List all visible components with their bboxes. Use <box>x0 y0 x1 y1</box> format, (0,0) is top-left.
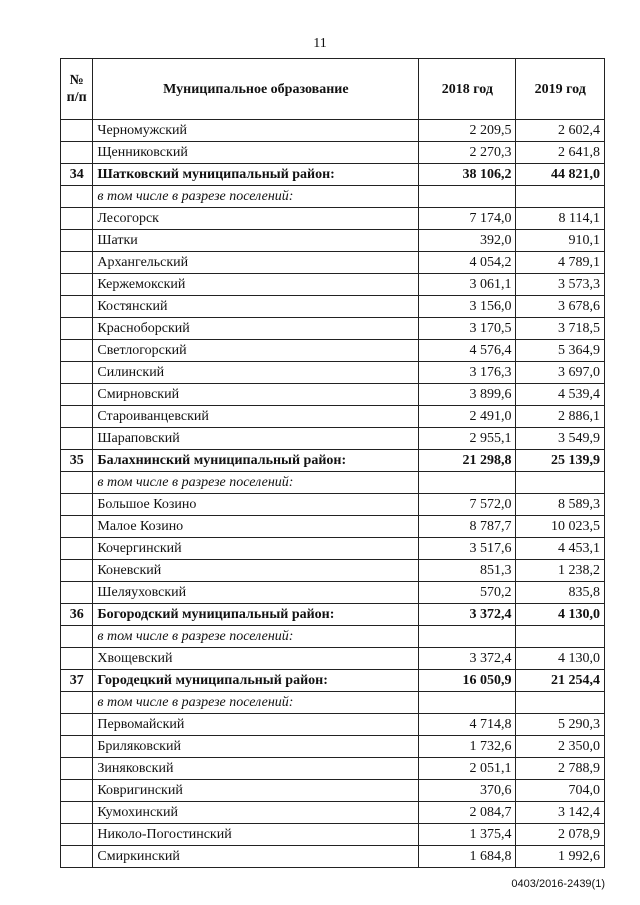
row-value-2018: 3 372,4 <box>419 604 516 626</box>
row-value-2018: 3 170,5 <box>419 318 516 340</box>
table-row <box>61 120 605 142</box>
row-number <box>61 802 93 824</box>
table-row <box>61 142 605 164</box>
row-number <box>61 120 93 142</box>
row-value-2019: 835,8 <box>516 582 605 604</box>
row-name: Костянский <box>93 296 419 318</box>
row-value-2019 <box>516 692 605 714</box>
table-row <box>61 340 605 362</box>
header-name: Муниципальное образование <box>93 59 419 120</box>
header-2018: 2018 год <box>419 59 516 120</box>
row-value-2019: 3 142,4 <box>516 802 605 824</box>
row-name: Коневский <box>93 560 419 582</box>
row-name: Шеляуховский <box>93 582 419 604</box>
document-code: 0403/2016-2439(1) <box>511 878 605 890</box>
row-number <box>61 758 93 780</box>
row-value-2019 <box>516 472 605 494</box>
row-number <box>61 846 93 868</box>
row-value-2018: 3 176,3 <box>419 362 516 384</box>
table-row <box>61 274 605 296</box>
table-row <box>61 758 605 780</box>
row-number <box>61 252 93 274</box>
row-value-2018 <box>419 186 516 208</box>
row-value-2019: 2 078,9 <box>516 824 605 846</box>
row-value-2018: 7 174,0 <box>419 208 516 230</box>
row-value-2018: 851,3 <box>419 560 516 582</box>
row-value-2018: 7 572,0 <box>419 494 516 516</box>
row-value-2018: 3 517,6 <box>419 538 516 560</box>
table-body <box>61 120 605 868</box>
row-number <box>61 626 93 648</box>
row-name: Богородский муниципальный район: <box>93 604 419 626</box>
row-number <box>61 516 93 538</box>
table-row <box>61 582 605 604</box>
row-name: в том числе в разрезе поселений: <box>93 626 419 648</box>
table-header-row <box>61 59 605 120</box>
row-value-2019: 8 589,3 <box>516 494 605 516</box>
table-row <box>61 802 605 824</box>
row-number <box>61 560 93 582</box>
row-value-2018: 1 684,8 <box>419 846 516 868</box>
table-row <box>61 362 605 384</box>
row-value-2018: 3 372,4 <box>419 648 516 670</box>
subheader-row <box>61 186 605 208</box>
row-value-2018: 8 787,7 <box>419 516 516 538</box>
row-value-2018: 4 054,2 <box>419 252 516 274</box>
subheader-row <box>61 692 605 714</box>
row-name: Красноборский <box>93 318 419 340</box>
row-name: Кочергинский <box>93 538 419 560</box>
row-name: Шатки <box>93 230 419 252</box>
row-number: 34 <box>61 164 93 186</box>
table-row <box>61 384 605 406</box>
table-row <box>61 714 605 736</box>
row-value-2018: 16 050,9 <box>419 670 516 692</box>
row-value-2018: 2 491,0 <box>419 406 516 428</box>
row-number <box>61 714 93 736</box>
row-value-2019: 25 139,9 <box>516 450 605 472</box>
row-value-2019: 1 992,6 <box>516 846 605 868</box>
table-row <box>61 846 605 868</box>
header-2019: 2019 год <box>516 59 605 120</box>
subheader-row <box>61 472 605 494</box>
row-value-2018 <box>419 472 516 494</box>
page-number: 11 <box>313 36 327 51</box>
row-value-2018: 570,2 <box>419 582 516 604</box>
row-value-2018: 4 714,8 <box>419 714 516 736</box>
row-name: в том числе в разрезе поселений: <box>93 472 419 494</box>
row-number: 37 <box>61 670 93 692</box>
row-name: Черномужский <box>93 120 419 142</box>
row-name: Силинский <box>93 362 419 384</box>
row-value-2018: 21 298,8 <box>419 450 516 472</box>
row-number <box>61 824 93 846</box>
row-number <box>61 736 93 758</box>
row-value-2019: 2 641,8 <box>516 142 605 164</box>
row-number <box>61 186 93 208</box>
row-name: Зиняковский <box>93 758 419 780</box>
row-name: Бриляковский <box>93 736 419 758</box>
row-name: Кержемокский <box>93 274 419 296</box>
row-value-2019: 4 789,1 <box>516 252 605 274</box>
row-value-2019: 2 350,0 <box>516 736 605 758</box>
table-row <box>61 252 605 274</box>
row-name: Большое Козино <box>93 494 419 516</box>
row-name: Лесогорск <box>93 208 419 230</box>
row-name: Хвощевский <box>93 648 419 670</box>
row-value-2019: 3 697,0 <box>516 362 605 384</box>
row-name: Щенниковский <box>93 142 419 164</box>
row-value-2019: 3 549,9 <box>516 428 605 450</box>
row-name: Смиркинский <box>93 846 419 868</box>
district-row <box>61 604 605 626</box>
row-value-2018: 2 955,1 <box>419 428 516 450</box>
row-value-2018: 2 084,7 <box>419 802 516 824</box>
row-value-2019: 1 238,2 <box>516 560 605 582</box>
row-number <box>61 538 93 560</box>
row-name: Ковригинский <box>93 780 419 802</box>
row-value-2019: 4 453,1 <box>516 538 605 560</box>
table-row <box>61 406 605 428</box>
header-num: № п/п <box>61 59 93 120</box>
row-value-2019: 5 364,9 <box>516 340 605 362</box>
row-name: Смирновский <box>93 384 419 406</box>
table-row <box>61 318 605 340</box>
row-value-2019: 3 678,6 <box>516 296 605 318</box>
table-row <box>61 560 605 582</box>
row-value-2018: 3 156,0 <box>419 296 516 318</box>
row-value-2019: 2 602,4 <box>516 120 605 142</box>
row-name: Шатковский муниципальный район: <box>93 164 419 186</box>
table-row <box>61 428 605 450</box>
row-number <box>61 472 93 494</box>
table-row <box>61 780 605 802</box>
row-name: Староиванцевский <box>93 406 419 428</box>
district-row <box>61 670 605 692</box>
row-value-2018: 392,0 <box>419 230 516 252</box>
row-value-2018: 370,6 <box>419 780 516 802</box>
row-number <box>61 648 93 670</box>
row-name: в том числе в разрезе поселений: <box>93 186 419 208</box>
row-value-2019: 4 539,4 <box>516 384 605 406</box>
row-value-2018 <box>419 626 516 648</box>
row-value-2018: 3 061,1 <box>419 274 516 296</box>
row-value-2019: 2 886,1 <box>516 406 605 428</box>
subheader-row <box>61 626 605 648</box>
table-row <box>61 648 605 670</box>
row-name: Николо-Погостинский <box>93 824 419 846</box>
row-value-2019: 3 573,3 <box>516 274 605 296</box>
table-row <box>61 824 605 846</box>
table-row <box>61 736 605 758</box>
row-value-2019: 4 130,0 <box>516 648 605 670</box>
table-row <box>61 296 605 318</box>
row-value-2019: 5 290,3 <box>516 714 605 736</box>
row-value-2019: 3 718,5 <box>516 318 605 340</box>
row-value-2019: 10 023,5 <box>516 516 605 538</box>
row-number: 35 <box>61 450 93 472</box>
row-name: Светлогорский <box>93 340 419 362</box>
row-value-2018 <box>419 692 516 714</box>
row-name: Городецкий муниципальный район: <box>93 670 419 692</box>
row-value-2019 <box>516 626 605 648</box>
district-row <box>61 450 605 472</box>
row-name: Кумохинский <box>93 802 419 824</box>
row-number <box>61 142 93 164</box>
row-number <box>61 582 93 604</box>
row-value-2018: 3 899,6 <box>419 384 516 406</box>
row-name: Шараповский <box>93 428 419 450</box>
row-name: Архангельский <box>93 252 419 274</box>
row-value-2019: 8 114,1 <box>516 208 605 230</box>
row-value-2018: 4 576,4 <box>419 340 516 362</box>
budget-table <box>60 58 605 868</box>
row-number <box>61 428 93 450</box>
table-row <box>61 230 605 252</box>
row-value-2018: 1 375,4 <box>419 824 516 846</box>
row-value-2019: 44 821,0 <box>516 164 605 186</box>
district-row <box>61 164 605 186</box>
row-number <box>61 406 93 428</box>
row-value-2019: 910,1 <box>516 230 605 252</box>
table-row <box>61 208 605 230</box>
row-value-2018: 38 106,2 <box>419 164 516 186</box>
row-value-2018: 2 051,1 <box>419 758 516 780</box>
row-number <box>61 208 93 230</box>
row-value-2019: 2 788,9 <box>516 758 605 780</box>
row-number <box>61 296 93 318</box>
row-number <box>61 318 93 340</box>
row-value-2019: 4 130,0 <box>516 604 605 626</box>
row-name: Балахнинский муниципальный район: <box>93 450 419 472</box>
row-number <box>61 384 93 406</box>
row-value-2018: 2 209,5 <box>419 120 516 142</box>
row-number <box>61 340 93 362</box>
row-value-2019: 21 254,4 <box>516 670 605 692</box>
table-row <box>61 538 605 560</box>
row-value-2019 <box>516 186 605 208</box>
table-row <box>61 494 605 516</box>
row-value-2018: 1 732,6 <box>419 736 516 758</box>
row-name: Малое Козино <box>93 516 419 538</box>
row-number <box>61 230 93 252</box>
row-number <box>61 780 93 802</box>
row-name: в том числе в разрезе поселений: <box>93 692 419 714</box>
row-number <box>61 274 93 296</box>
row-value-2019: 704,0 <box>516 780 605 802</box>
row-name: Первомайский <box>93 714 419 736</box>
table-row <box>61 516 605 538</box>
row-number: 36 <box>61 604 93 626</box>
row-value-2018: 2 270,3 <box>419 142 516 164</box>
row-number <box>61 494 93 516</box>
row-number <box>61 362 93 384</box>
row-number <box>61 692 93 714</box>
